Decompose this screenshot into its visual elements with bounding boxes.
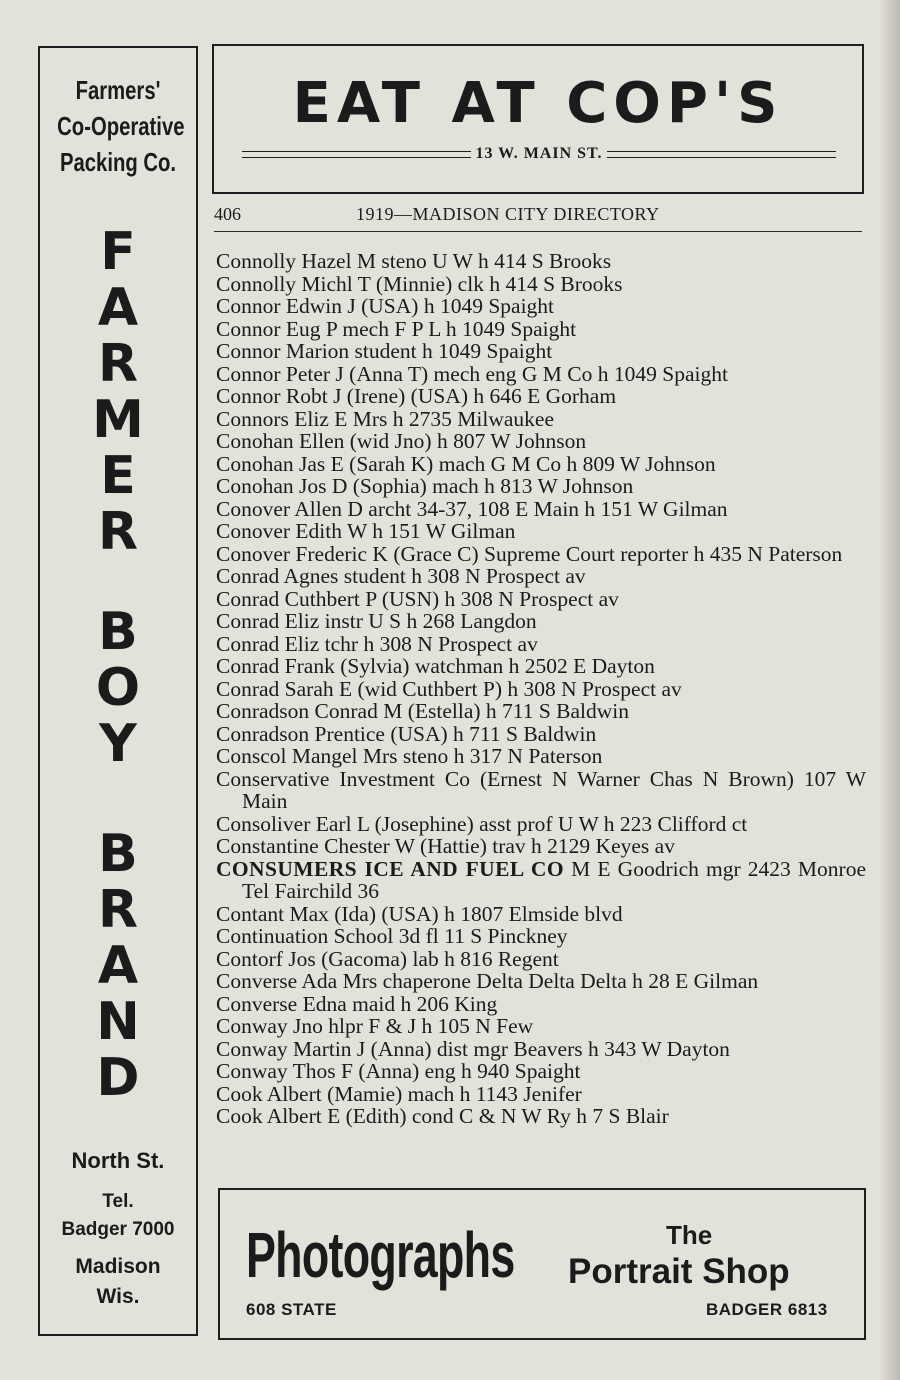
directory-entry: Conradson Prentice (USA) h 711 S Baldwin bbox=[216, 721, 597, 746]
page-number: 406 bbox=[214, 204, 241, 224]
directory-entry: Conrad Eliz instr U S h 268 Langdon bbox=[216, 609, 537, 633]
directory-entry: Contorf Jos (Gacoma) lab h 816 Regent bbox=[216, 946, 559, 971]
page-edge-shadow bbox=[878, 0, 900, 1380]
directory-entry: Contant Max (Ida) (USA) h 1807 Elmside blvd bbox=[216, 901, 623, 926]
directory-entry: Conrad Frank (Sylvia) watchman h 2502 E Dayton bbox=[216, 654, 655, 678]
letter: R bbox=[97, 502, 139, 562]
firm-name: CONSUMERS ICE AND FUEL CO bbox=[216, 856, 564, 881]
letter: N bbox=[96, 992, 140, 1052]
directory-entry: Connors Eliz E Mrs h 2735 Milwaukee bbox=[216, 406, 554, 431]
ad-location bbox=[40, 1252, 196, 1312]
directory-entry: Connor Edwin J (USA) h 1049 Spaight bbox=[216, 294, 555, 318]
portrait-shop-name: Portrait Shop bbox=[568, 1252, 790, 1291]
directory-entry: Conover Frederic K (Grace C) Supreme Court reporter h 435 N Paterson bbox=[216, 541, 843, 566]
portrait-shop-address: 608 STATE bbox=[246, 1300, 337, 1319]
directory-entry: Connor Eug P mech F P L h 1049 Spaight bbox=[216, 316, 577, 341]
vertical-word-brand bbox=[40, 826, 196, 1106]
directory-entry: Conradson Conrad M (Estella) h 711 S Baldwin bbox=[216, 699, 630, 723]
tel-number: Badger 7000 bbox=[61, 1219, 175, 1240]
portrait-shop-phone: BADGER 6813 bbox=[706, 1300, 828, 1319]
directory-entry: Conservative Investment Co (Ernest N Warner Chas N Brown) 107 W Main bbox=[216, 766, 866, 813]
directory-entry-firm bbox=[216, 858, 866, 903]
firm-details: M E Goodrich mgr 2423 Monroe Tel Fairchild 36 bbox=[242, 856, 866, 903]
vertical-word-boy bbox=[40, 604, 196, 772]
directory-entry: Cook Albert E (Edith) cond C & N W Ry h 7 S Blair bbox=[216, 1104, 669, 1128]
portrait-shop-advertisement bbox=[218, 1188, 866, 1340]
directory-entry: Conrad Eliz tchr h 308 N Prospect av bbox=[216, 631, 538, 656]
directory-entry: Conrad Agnes student h 308 N Prospect av bbox=[216, 564, 586, 588]
letter: B bbox=[98, 602, 138, 662]
photographs-headline: Photographs bbox=[246, 1219, 515, 1291]
ad-state: Wis. bbox=[96, 1285, 140, 1308]
directory-entry: Conway Thos F (Anna) eng h 940 Spaight bbox=[216, 1059, 581, 1083]
letter: R bbox=[97, 334, 139, 394]
letter: M bbox=[92, 390, 144, 450]
letter: E bbox=[100, 446, 136, 506]
directory-entry: Conrad Cuthbert P (USN) h 308 N Prospect av bbox=[216, 586, 619, 611]
letter: B bbox=[98, 824, 138, 884]
letter: R bbox=[97, 880, 139, 940]
header-rule bbox=[214, 231, 862, 232]
directory-entry: Conscol Mangel Mrs steno h 317 N Paterson bbox=[216, 744, 603, 768]
cops-address: 13 W. MAIN ST. bbox=[475, 145, 603, 162]
double-rule-right bbox=[607, 151, 836, 158]
directory-entry: Converse Ada Mrs chaperone Delta Delta Delta h 28 E Gilman bbox=[216, 969, 759, 993]
directory-entry: Connor Peter J (Anna T) mech eng G M Co h 1049 Spaight bbox=[216, 361, 728, 386]
directory-entry: Conohan Jas E (Sarah K) mach G M Co h 809 W Johnson bbox=[216, 451, 716, 476]
ad-line-farmers: Farmers' bbox=[75, 75, 161, 105]
directory-entry: Cook Albert (Mamie) mach h 1143 Jenifer bbox=[216, 1081, 582, 1106]
directory-entry: Conover Allen D archt 34-37, 108 E Main h 151 W Gilman bbox=[216, 496, 728, 521]
ad-telephone bbox=[40, 1188, 196, 1244]
running-head: 1919—MADISON CITY DIRECTORY bbox=[356, 204, 660, 224]
ad-city: Madison bbox=[75, 1255, 161, 1278]
letter: Y bbox=[99, 714, 137, 774]
directory-entry: Connor Robt J (Irene) (USA) h 646 E Gorham bbox=[216, 384, 617, 408]
directory-entry: Converse Edna maid h 206 King bbox=[216, 991, 498, 1016]
directory-entry: Connolly Hazel M steno U W h 414 S Brooks bbox=[216, 249, 612, 273]
directory-entry: Conrad Sarah E (wid Cuthbert P) h 308 N Prospect av bbox=[216, 676, 682, 701]
farmer-boy-advertisement bbox=[38, 46, 198, 1336]
directory-entries bbox=[216, 250, 866, 1128]
double-rule-left bbox=[242, 151, 471, 158]
letter: O bbox=[95, 658, 141, 718]
cops-headline: EAT AT COP'S bbox=[292, 71, 784, 136]
directory-entry: Conway Martin J (Anna) dist mgr Beavers h 343 W Dayton bbox=[216, 1036, 730, 1061]
directory-entry: Conohan Ellen (wid Jno) h 807 W Johnson bbox=[216, 429, 587, 453]
directory-entry: Conohan Jos D (Sophia) mach h 813 W Johnson bbox=[216, 474, 634, 498]
ad-street: North St. bbox=[71, 1148, 165, 1173]
directory-entry: Constantine Chester W (Hattie) trav h 2129 Keyes av bbox=[216, 834, 675, 858]
cops-advertisement bbox=[212, 44, 864, 194]
directory-entry: Consoliver Earl L (Josephine) asst prof U W h 223 Clifford ct bbox=[216, 811, 748, 836]
letter: F bbox=[100, 222, 136, 282]
letter: D bbox=[96, 1048, 140, 1108]
cops-address-row bbox=[242, 144, 836, 164]
directory-entry: Connor Marion student h 1049 Spaight bbox=[216, 339, 553, 363]
ad-line-packing: Packing Co. bbox=[59, 147, 177, 177]
portrait-shop-the: The bbox=[666, 1220, 713, 1250]
letter: A bbox=[97, 278, 139, 338]
directory-entry: Conover Edith W h 151 W Gilman bbox=[216, 519, 516, 543]
directory-entry: Conway Jno hlpr F & J h 105 N Few bbox=[216, 1014, 534, 1038]
vertical-word-farmer bbox=[40, 224, 196, 560]
directory-entry: Continuation School 3d fl 11 S Pinckney bbox=[216, 924, 568, 948]
farmers-cooperative-heading bbox=[57, 72, 185, 180]
tel-label: Tel. bbox=[102, 1191, 134, 1212]
ad-line-cooperative: Co-Operative bbox=[57, 111, 185, 141]
directory-entry: Connolly Michl T (Minnie) clk h 414 S Brooks bbox=[216, 271, 623, 296]
letter: A bbox=[97, 936, 139, 996]
